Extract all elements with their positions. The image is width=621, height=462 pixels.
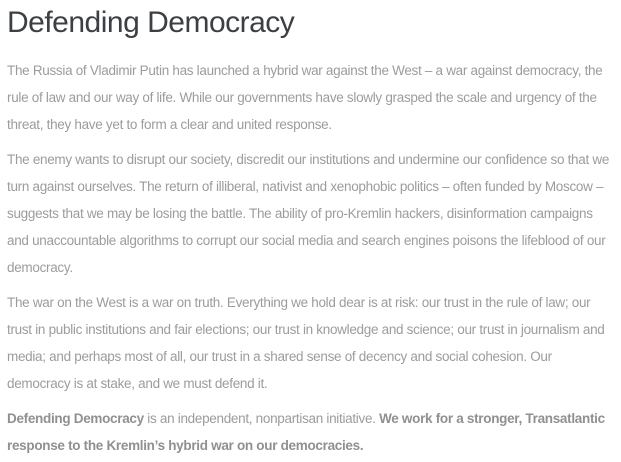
closing-bold-rest: We work for a stronger, Transatlantic response to the Kremlin’s hybrid war on our democracies. — [7, 411, 605, 453]
closing-regular-middle: is an independent, nonpartisan initiative. — [143, 411, 380, 426]
paragraph-closing — [7, 405, 615, 459]
closing-bold-lead: Defending Democracy — [7, 411, 144, 426]
paragraph-war-on-truth: The war on the West is a war on truth. Everything we hold dear is at risk: our trust in the rule of law; our trust in public institutions and fair elections; our trust in knowledge and science; our trust in journalism and media; and perhaps most of all, our trust in a shared sense of decency and social cohesion. Our democracy is at stake, and we must defend it. — [7, 295, 605, 391]
page-title: Defending Democracy — [7, 6, 295, 39]
paragraph-hybrid-war: The Russia of Vladimir Putin has launched a hybrid war against the West – a war against democracy, the rule of law and our way of life. While our governments have slowly grasped the scale and urgency of the threat, they have yet to form a clear and united response. — [7, 63, 603, 132]
paragraph-enemy-disrupt: The enemy wants to disrupt our society, discredit our institutions and undermine our confidence so that we turn against ourselves. The return of illiberal, nativist and xenophobic politics – often funded by Moscow – suggests that we may be losing the battle. The ability of pro-Kremlin hackers, disinformation campaigns and unaccountable algorithms to corrupt our social media and search engines poisons the lifeblood of our democracy. — [7, 152, 610, 275]
